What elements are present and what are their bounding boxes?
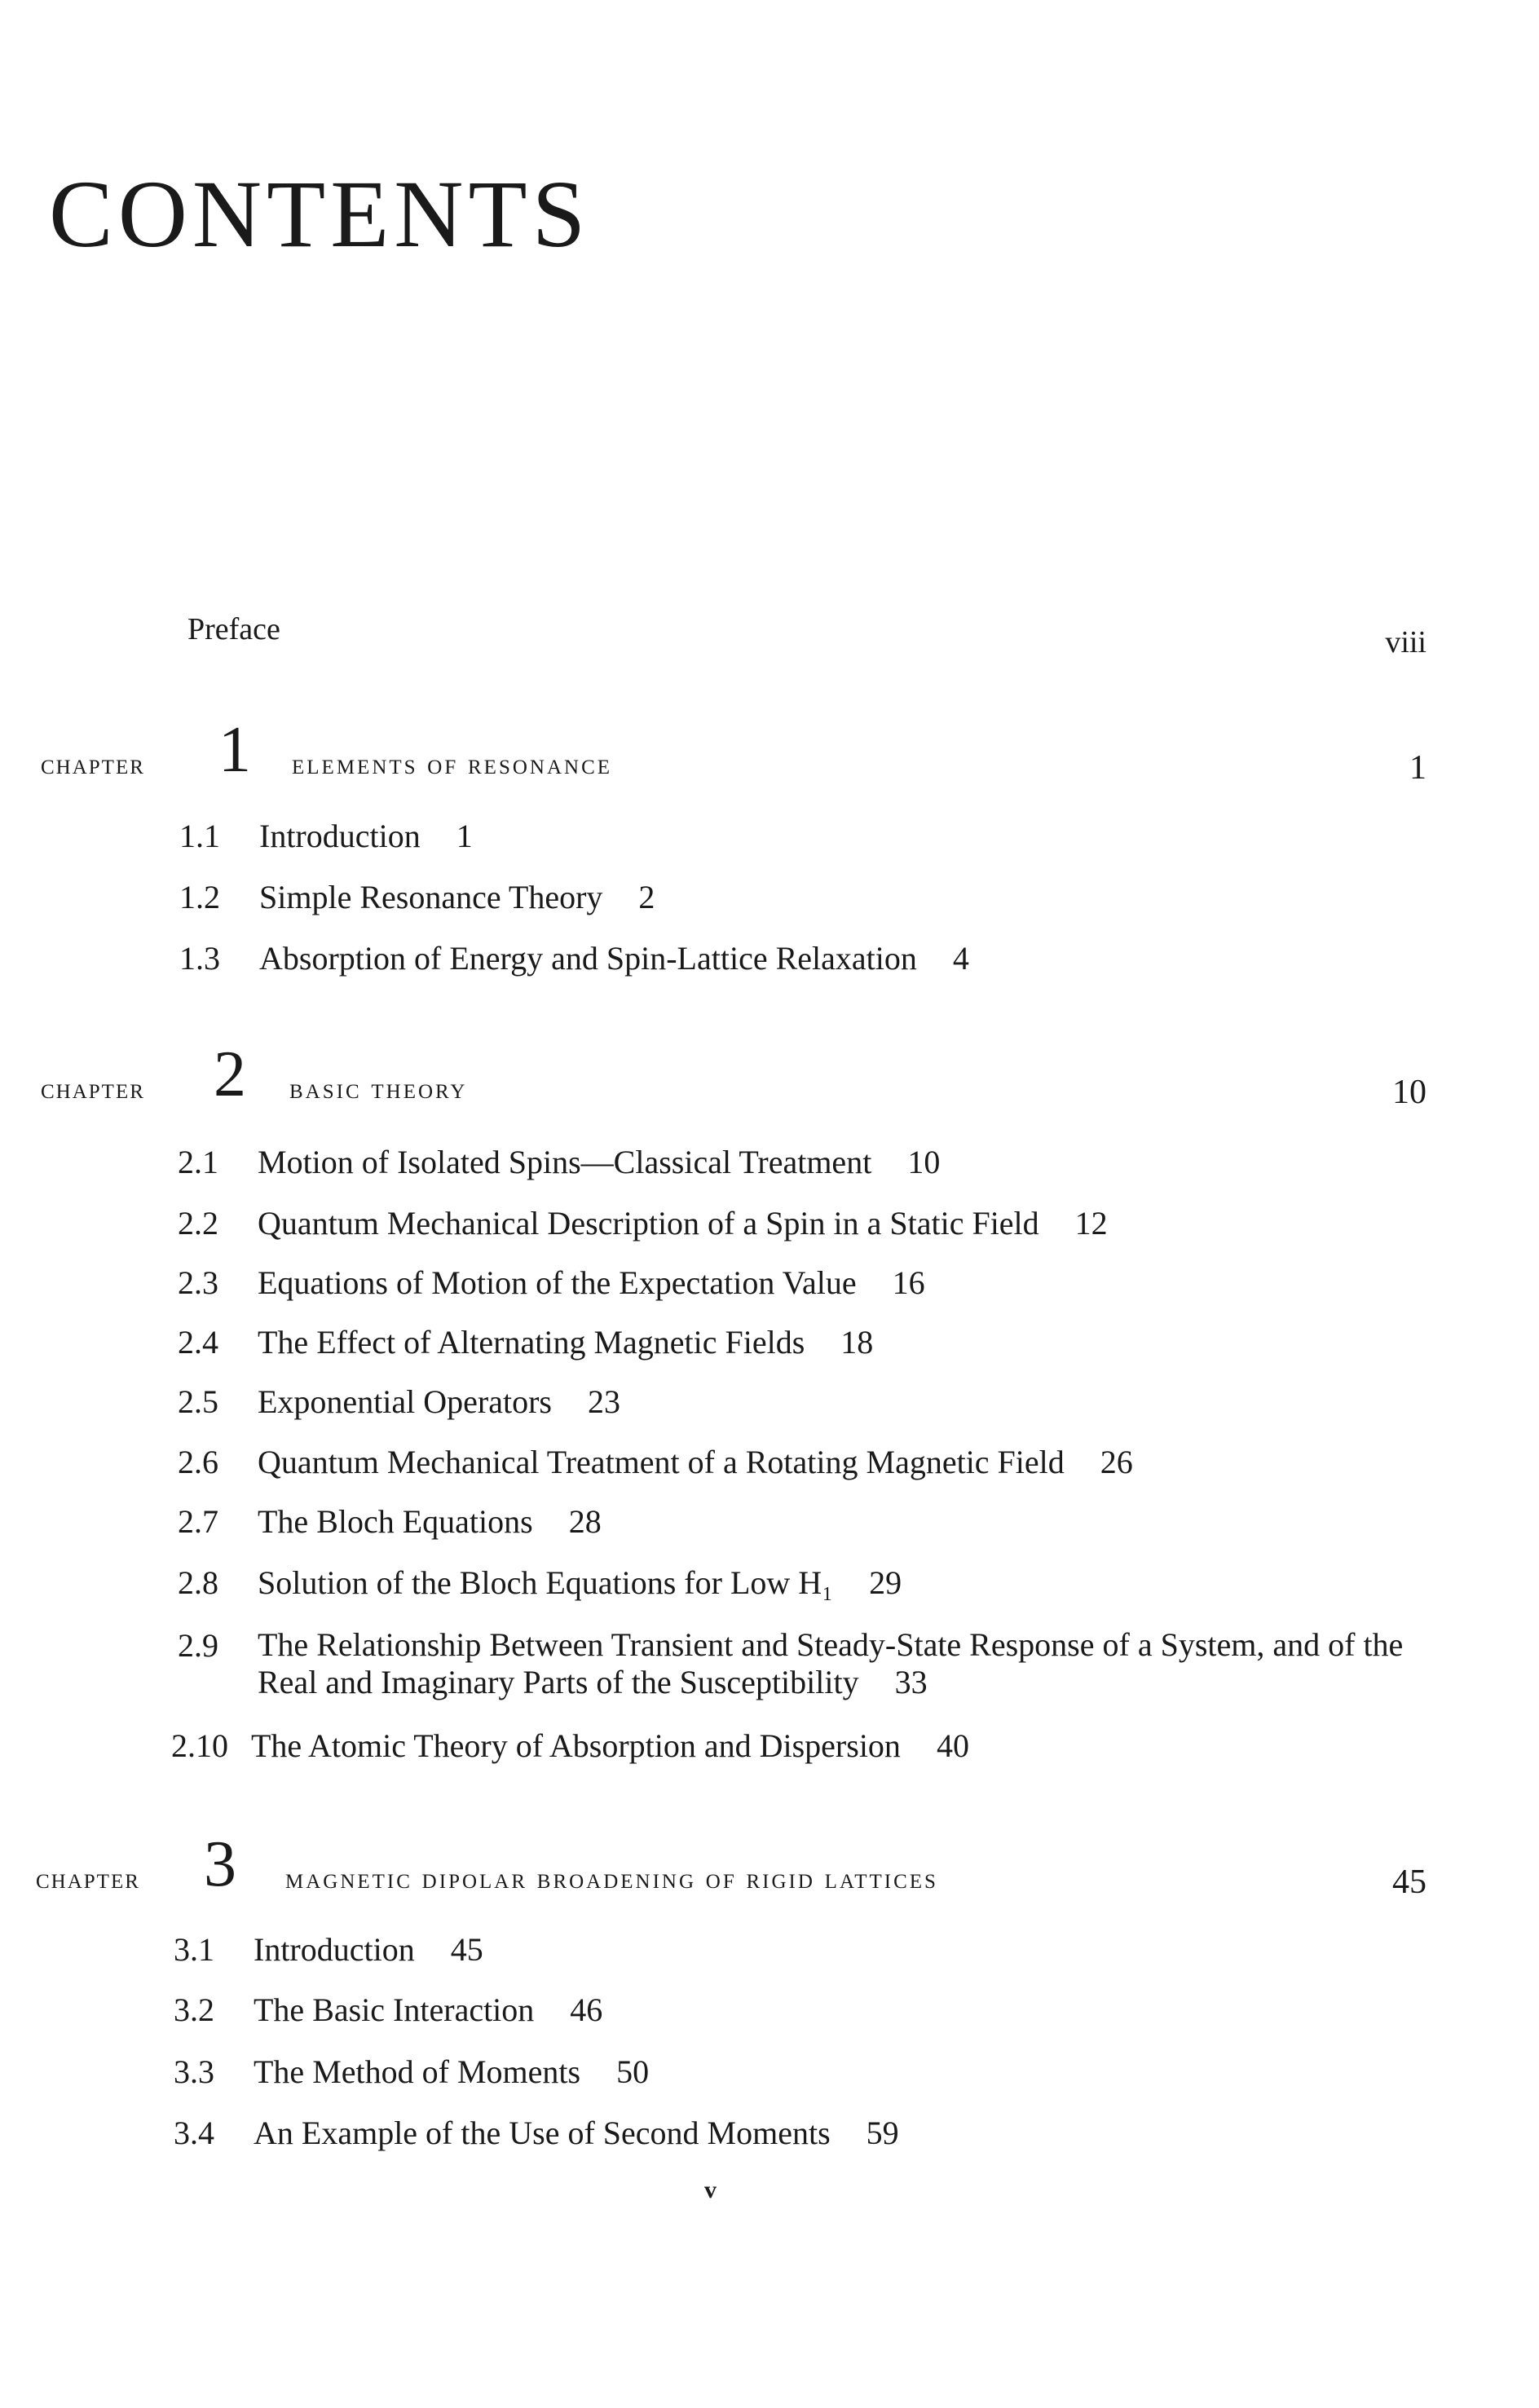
section-number: 3.2 xyxy=(174,1991,214,2028)
section-title: Exponential Operators xyxy=(258,1383,552,1420)
section-title: Absorption of Energy and Spin-Lattice Relaxation xyxy=(259,940,917,977)
section-title: Equations of Motion of the Expectation Value xyxy=(258,1264,857,1301)
section-number: 3.4 xyxy=(174,2115,214,2151)
preface-page: viii xyxy=(1385,625,1427,659)
section-number: 2.5 xyxy=(178,1383,218,1420)
section-title: Solution of the Bloch Equations for Low H₁ xyxy=(258,1564,834,1601)
chapter-number: 3 xyxy=(204,1828,236,1900)
chapter-number: 2 xyxy=(214,1039,246,1110)
page-folio: v xyxy=(704,2176,717,2203)
chapter-page: 10 xyxy=(1392,1074,1427,1111)
chapter-page: 45 xyxy=(1392,1863,1427,1901)
section-number: 2.9 xyxy=(178,1627,218,1664)
section-title: The Basic Interaction xyxy=(254,1991,535,2028)
section-number: 3.1 xyxy=(174,1931,214,1968)
section-title: The Atomic Theory of Absorption and Dispersion xyxy=(251,1727,901,1764)
section-title: The Bloch Equations xyxy=(258,1503,533,1540)
section-page: 46 xyxy=(570,1991,603,2028)
section-title: The Effect of Alternating Magnetic Fields xyxy=(258,1324,805,1361)
section-page: 29 xyxy=(869,1564,902,1601)
section-title: Introduction xyxy=(254,1931,415,1968)
chapter-page: 1 xyxy=(1409,749,1427,787)
chapter-label: chapter xyxy=(36,1863,140,1894)
section-title: An Example of the Use of Second Moments xyxy=(254,2115,831,2151)
chapter-title: elements of resonance xyxy=(292,748,613,780)
section-number: 2.1 xyxy=(178,1144,218,1180)
section-page: 40 xyxy=(936,1727,969,1764)
section-page: 10 xyxy=(907,1144,941,1180)
section-number: 2.6 xyxy=(178,1444,218,1480)
section-number: 2.2 xyxy=(178,1205,218,1241)
section-number: 1.1 xyxy=(179,818,220,854)
section-number: 2.10 xyxy=(171,1727,228,1764)
preface-label: Preface xyxy=(187,612,280,646)
section-number: 2.4 xyxy=(178,1324,218,1361)
chapter-label: chapter xyxy=(41,748,145,780)
section-number: 2.8 xyxy=(178,1564,218,1601)
section-title: Simple Resonance Theory xyxy=(259,879,603,915)
section-number: 1.2 xyxy=(179,879,220,915)
section-number: 3.3 xyxy=(174,2053,214,2090)
section-page: 2 xyxy=(638,879,655,915)
section-number: 2.3 xyxy=(178,1264,218,1301)
section-title: The Relationship Between Transient and Steady-State Response of a System, and of the Real and Imaginary Parts of the Susceptibility xyxy=(258,1626,1404,1700)
section-number: 2.7 xyxy=(178,1503,218,1540)
section-title: Introduction xyxy=(259,818,421,854)
section-page: 45 xyxy=(450,1931,483,1968)
section-page: 12 xyxy=(1074,1205,1108,1241)
chapter-title: basic theory xyxy=(289,1073,468,1105)
section-page: 23 xyxy=(588,1383,620,1420)
chapter-heading-1[interactable] xyxy=(0,714,1539,787)
section-page: 16 xyxy=(892,1264,925,1301)
chapter-title: magnetic dipolar broadening of rigid lattices xyxy=(285,1863,938,1894)
section-page: 50 xyxy=(616,2053,650,2090)
chapter-heading-2[interactable] xyxy=(0,1039,1539,1111)
section-page: 1 xyxy=(456,818,473,854)
chapter-number: 1 xyxy=(218,714,251,786)
section-title: The Method of Moments xyxy=(254,2053,581,2090)
section-page: 18 xyxy=(840,1324,874,1361)
section-title: Motion of Isolated Spins—Classical Treatment xyxy=(258,1144,872,1180)
chapter-heading-3[interactable] xyxy=(0,1828,1539,1901)
page-title: CONTENTS xyxy=(49,161,591,267)
section-title: Quantum Mechanical Treatment of a Rotating Magnetic Field xyxy=(258,1444,1065,1480)
section-number: 1.3 xyxy=(179,940,220,977)
section-page: 26 xyxy=(1100,1444,1133,1480)
section-page: 28 xyxy=(568,1503,602,1540)
section-page: 4 xyxy=(952,940,969,977)
section-page: 59 xyxy=(866,2115,899,2151)
chapter-label: chapter xyxy=(41,1073,145,1105)
section-title: Quantum Mechanical Description of a Spin in a Static Field xyxy=(258,1205,1039,1241)
section-page: 33 xyxy=(894,1664,928,1700)
